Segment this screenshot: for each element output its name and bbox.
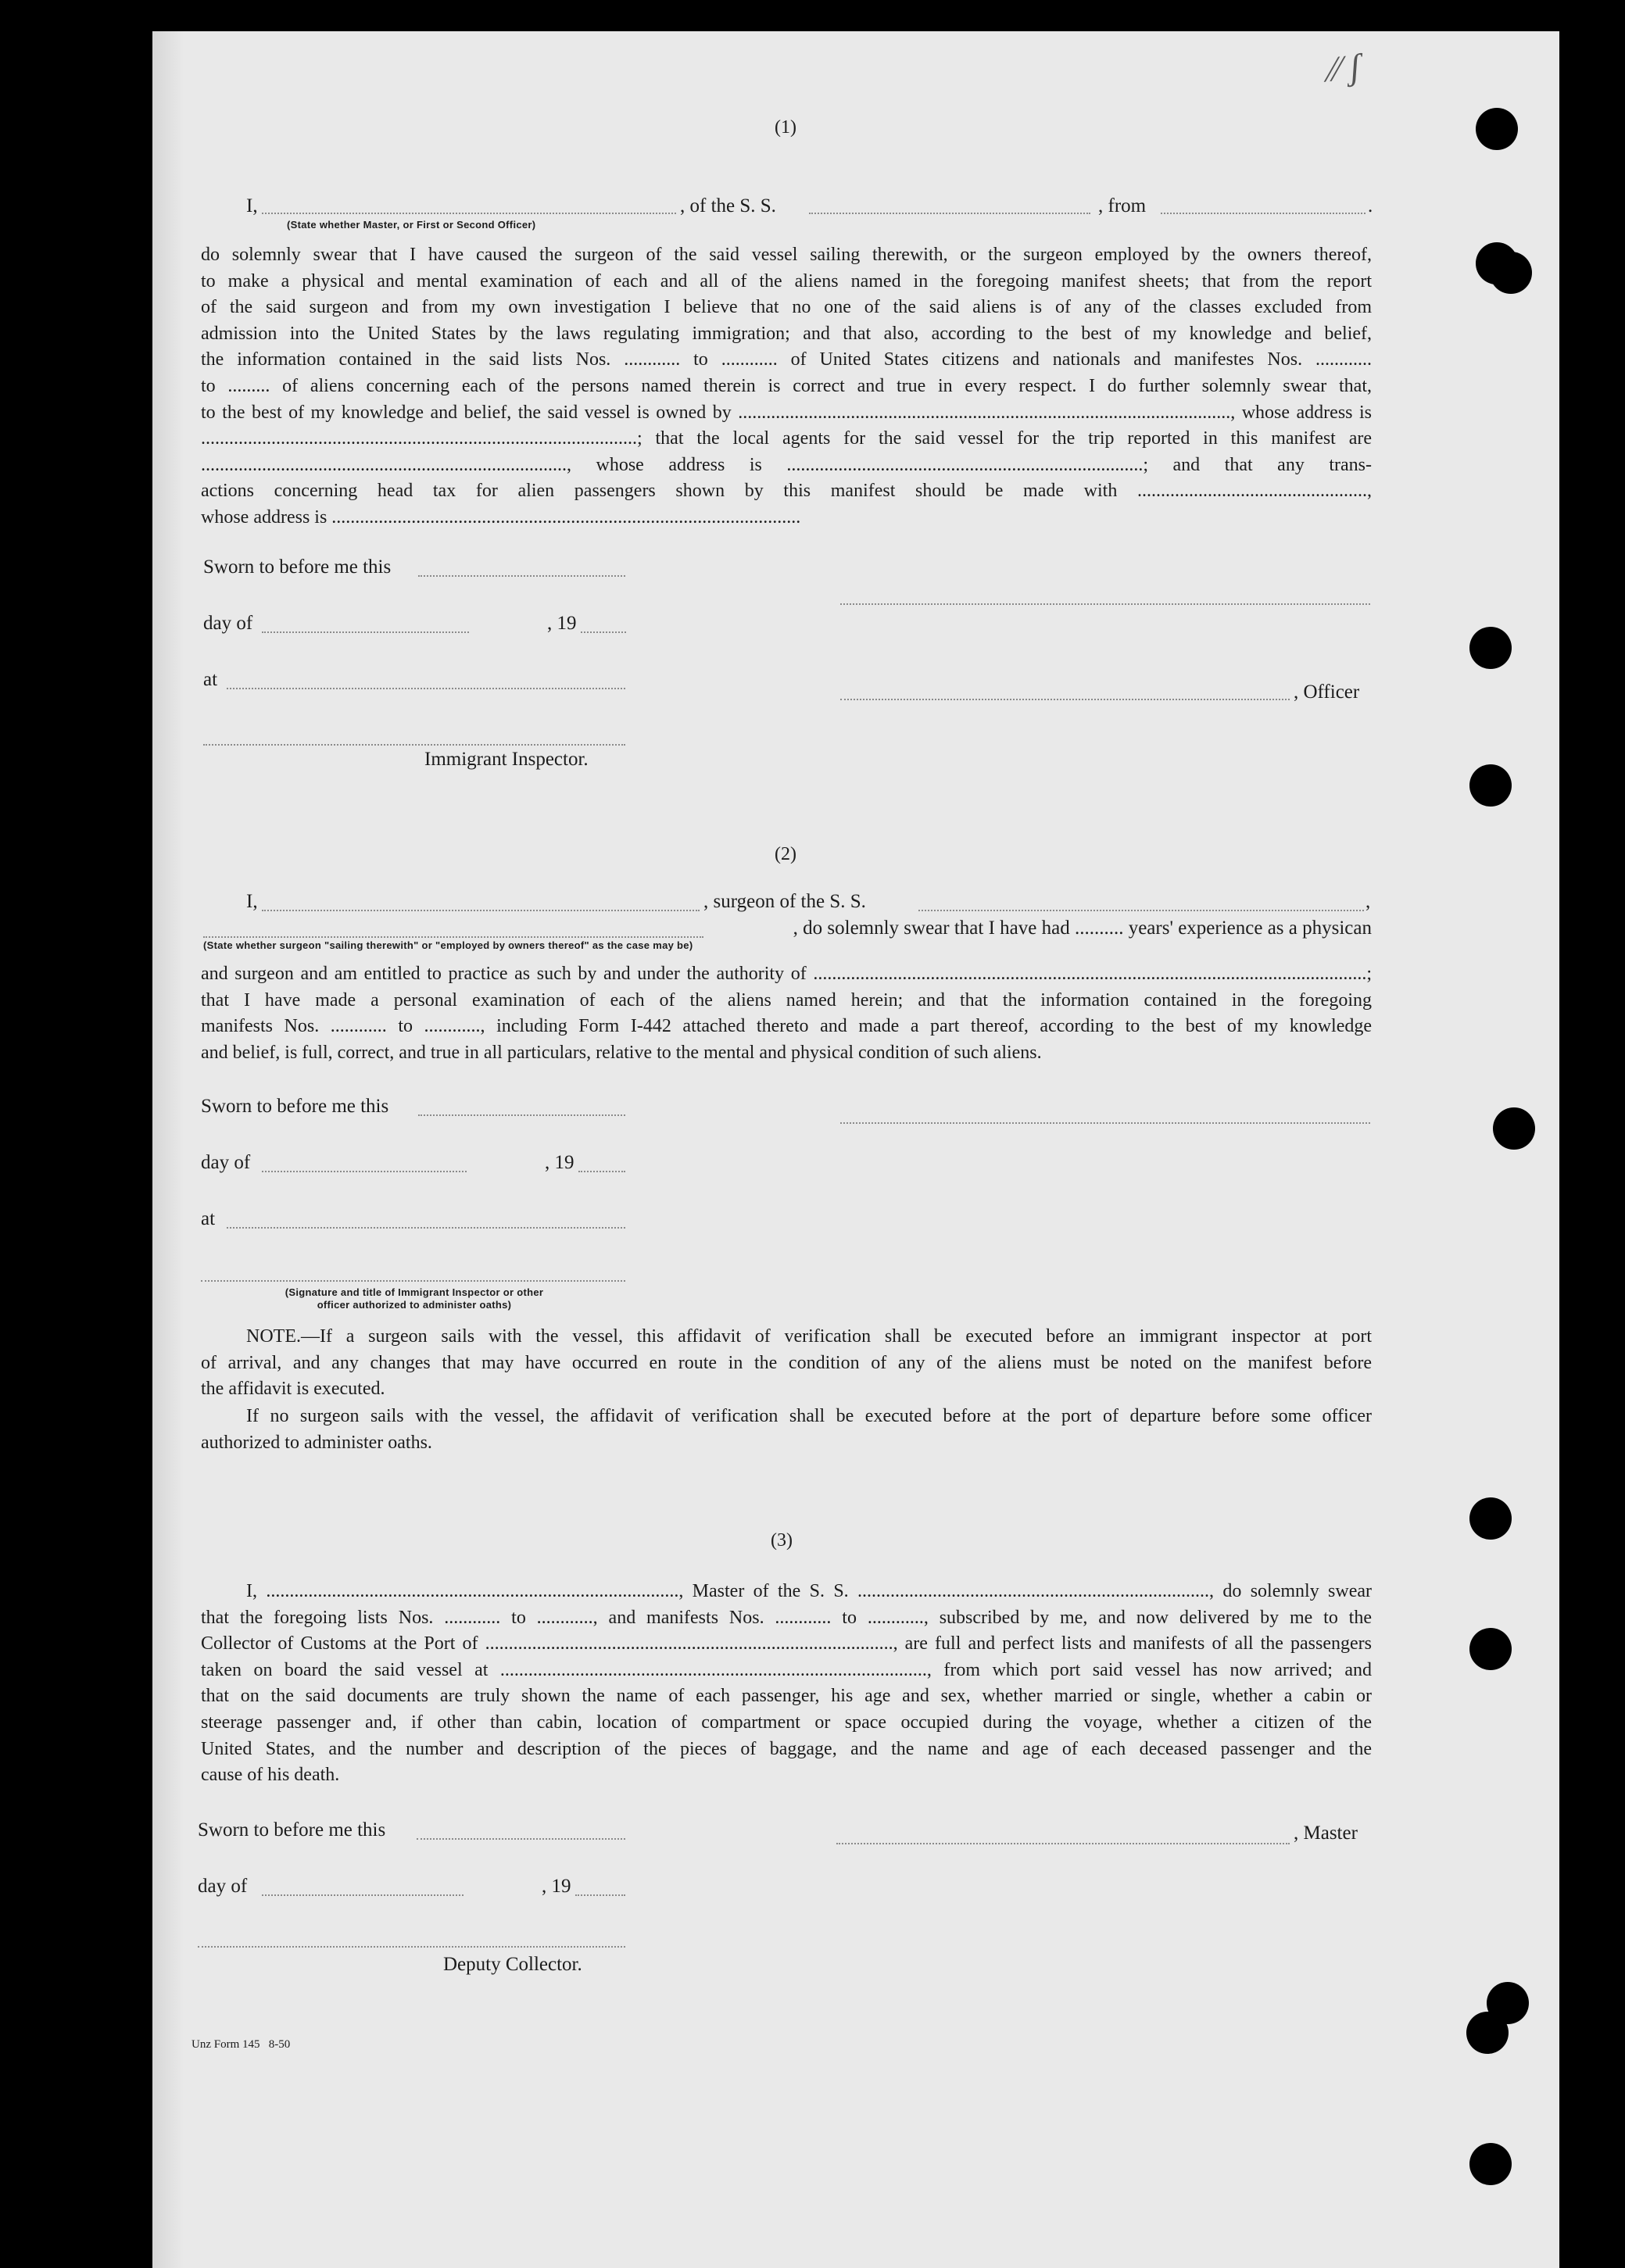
s2-year-label: , 19 — [545, 1152, 574, 1173]
s3-year-label: , 19 — [542, 1876, 571, 1897]
punch-hole — [1469, 1497, 1512, 1540]
paragraph-line: taken on board the said vessel at ..........................................................................................., from which port said vessel has now arrived; and — [201, 1659, 1372, 1680]
punch-hole — [1469, 2143, 1512, 2185]
paragraph-line: the affidavit is executed. — [201, 1379, 385, 1400]
s1-at-label: at — [203, 669, 218, 690]
s2-day-of-field[interactable] — [262, 1171, 467, 1172]
punch-hole — [1469, 1628, 1512, 1670]
form-id: Unz Form 145 8-50 — [191, 2038, 291, 2051]
s2-at-field[interactable] — [227, 1227, 625, 1229]
section-1-i-label: I, — [246, 195, 258, 216]
s3-sworn-label: Sworn to before me this — [198, 1819, 386, 1841]
s1-signature-field[interactable] — [840, 603, 1370, 605]
s1-sworn-label: Sworn to before me this — [203, 556, 392, 578]
paragraph-line: United States, and the number and description of the pieces of baggage, and the name and age of each deceased passenger and the — [201, 1738, 1372, 1759]
s2-signature-field[interactable] — [840, 1122, 1370, 1124]
s1-at-field[interactable] — [227, 688, 625, 689]
s1-inspector-signature-field[interactable] — [203, 744, 625, 746]
paragraph-line: to make a physical and mental examination of each and all of the aliens named in the foregoing manifest sheets; that from the report — [201, 270, 1372, 292]
punch-hole — [1490, 252, 1532, 294]
section-1-from-label: , from — [1098, 195, 1147, 216]
surgeon-note-paragraph — [201, 1324, 1372, 1403]
form-sheet — [152, 31, 1559, 2268]
paragraph-line: whose address is .................................................................................................... — [201, 506, 801, 528]
no-surgeon-note-paragraph — [201, 1404, 1372, 1456]
paragraph-line: of the said surgeon and from my own investigation I believe that no one of the said aliens is of any of the classes excluded from — [201, 297, 1372, 318]
s2-vessel-name-field[interactable] — [918, 910, 1364, 911]
punch-hole — [1469, 627, 1512, 669]
s3-master-signature-field[interactable] — [836, 1843, 1290, 1844]
paragraph-line: manifests Nos. ............ to ............, including Form I-442 attached thereto and made a part thereof, according to the best of my knowledge — [201, 1016, 1372, 1037]
paragraph-line: that the foregoing lists Nos. ............ to ............, and manifests Nos. ............ to ............, subscribed by me, and now delivered by me to the — [201, 1607, 1372, 1628]
paragraph-line: and surgeon and am entitled to practice as such by and under the authority of ......................................................................................................................; — [201, 964, 1372, 984]
paragraph-line: I, ........................................................................................, Master of the S. S. ..........................................................................., do solemnly swear — [246, 1581, 1372, 1601]
handwritten-mark: ⁄⁄ ʃ — [1326, 46, 1362, 89]
punch-hole — [1476, 108, 1518, 150]
paragraph-line: cause of his death. — [201, 1765, 340, 1786]
s2-sworn-label: Sworn to before me this — [201, 1096, 389, 1117]
s2-at-label: at — [201, 1208, 216, 1229]
s1-inspector-label: Immigrant Inspector. — [424, 749, 589, 770]
signature-note-line: officer authorized to administer oaths) — [317, 1299, 512, 1311]
section-2-number: (2) — [775, 844, 796, 864]
from-port-field[interactable] — [1161, 213, 1366, 214]
s1-officer-label: , Officer — [1294, 681, 1360, 703]
section-1-of-ss-label: , of the S. S. — [680, 195, 776, 216]
section-1-period: . — [1368, 195, 1373, 216]
paragraph-line: of arrival, and any changes that may have occurred en route in the condition of any of the aliens must be noted on the manifest before — [201, 1352, 1372, 1373]
officer-name-field[interactable] — [262, 213, 676, 214]
paragraph-line: to the best of my knowledge and belief, the said vessel is owned by ........................................................................................................., whose address is — [201, 402, 1372, 423]
officer-rank-note: (State whether Master, or First or Second Officer) — [287, 219, 536, 231]
s2-signature-note — [234, 1286, 594, 1311]
paragraph-line: do solemnly swear that I have caused the surgeon of the said vessel sailing therewith, or the surgeon employed by the owners thereof, — [201, 245, 1372, 265]
section-2-comma: , — [1366, 891, 1371, 912]
surgeon-name-field[interactable] — [262, 910, 700, 911]
section-1-number: (1) — [775, 117, 796, 138]
section-2-experience-line: , do solemnly swear that I have had .......... years' experience as a physican — [793, 918, 1372, 939]
s3-day-of-label: day of — [198, 1876, 248, 1897]
paragraph-line: .............................................................................., whose address is ............................................................................; and that any trans- — [201, 454, 1372, 475]
s3-collector-signature-field[interactable] — [198, 1946, 625, 1948]
s1-year-label: , 19 — [547, 613, 577, 634]
section-2-surgeon-label: , surgeon of the S. S. — [703, 891, 866, 912]
paragraph-line: authorized to administer oaths. — [201, 1432, 432, 1453]
s3-year-field[interactable] — [575, 1894, 625, 1896]
punch-hole — [1493, 1107, 1535, 1150]
s1-sworn-date-field[interactable] — [418, 575, 625, 577]
s1-year-field[interactable] — [581, 631, 626, 633]
paragraph-line: that I have made a personal examination of each of the aliens named herein; and that the information contained in the foregoing — [201, 989, 1372, 1011]
paragraph-line: steerage passenger and, if other than cabin, location of compartment or space occupied during the voyage, whether a citizen of the — [201, 1712, 1372, 1733]
punch-hole — [1469, 764, 1512, 807]
paragraph-line: the information contained in the said lists Nos. ............ to ............ of United States citizens and nationals and manifestes Nos. ............ — [201, 349, 1372, 370]
vessel-name-field[interactable] — [809, 213, 1090, 214]
section-2-oath-paragraph — [201, 961, 1372, 1066]
section-3-number: (3) — [771, 1530, 793, 1551]
s2-inspector-signature-field[interactable] — [201, 1280, 625, 1282]
s1-day-of-field[interactable] — [262, 631, 469, 633]
s2-year-field[interactable] — [578, 1171, 625, 1172]
section-2-i-label: I, — [246, 891, 258, 912]
s2-sworn-date-field[interactable] — [418, 1114, 625, 1116]
paragraph-line: admission into the United States by the laws regulating immigration; and that also, according to the best of my knowledge and belief, — [201, 323, 1372, 344]
surgeon-status-field[interactable] — [203, 936, 703, 938]
s3-sworn-date-field[interactable] — [417, 1838, 625, 1840]
surgeon-status-note: (State whether surgeon "sailing therewith" or "employed by owners thereof" as the case may be) — [203, 939, 693, 951]
paragraph-line: If no surgeon sails with the vessel, the affidavit of verification shall be executed before at the port of departure before some officer — [246, 1406, 1372, 1426]
punch-hole — [1466, 2012, 1509, 2054]
s1-day-of-label: day of — [203, 613, 253, 634]
paragraph-line: Collector of Customs at the Port of ......................................................................................., are full and perfect lists and manifests of all the passengers — [201, 1633, 1372, 1654]
section-1-oath-paragraph — [201, 242, 1372, 531]
signature-note-line: (Signature and title of Immigrant Inspector or other — [285, 1286, 544, 1298]
paragraph-line: .............................................................................................; that the local agents for the said vessel for the trip reported in this manifest are — [201, 428, 1372, 449]
s2-day-of-label: day of — [201, 1152, 251, 1173]
paragraph-line: actions concerning head tax for alien passengers shown by this manifest should be made with ................................................., — [201, 481, 1372, 502]
s3-deputy-label: Deputy Collector. — [443, 1954, 582, 1975]
paragraph-line: and belief, is full, correct, and true in all particulars, relative to the mental and physical condition of such aliens. — [201, 1042, 1042, 1063]
s1-officer-field[interactable] — [840, 699, 1290, 700]
s3-day-of-field[interactable] — [262, 1894, 464, 1896]
paragraph-line: to ......... of aliens concerning each of the persons named therein is correct and true in every respect. I do further solemnly swear that, — [201, 375, 1372, 396]
s3-master-label: , Master — [1294, 1823, 1358, 1844]
paragraph-line: NOTE.—If a surgeon sails with the vessel, this affidavit of verification shall be executed before an immigrant inspector at port — [246, 1326, 1372, 1347]
section-3-oath-paragraph — [201, 1579, 1372, 1789]
paragraph-line: that on the said documents are truly shown the name of each passenger, his age and sex, whether married or single, whether a cabin or — [201, 1686, 1372, 1707]
